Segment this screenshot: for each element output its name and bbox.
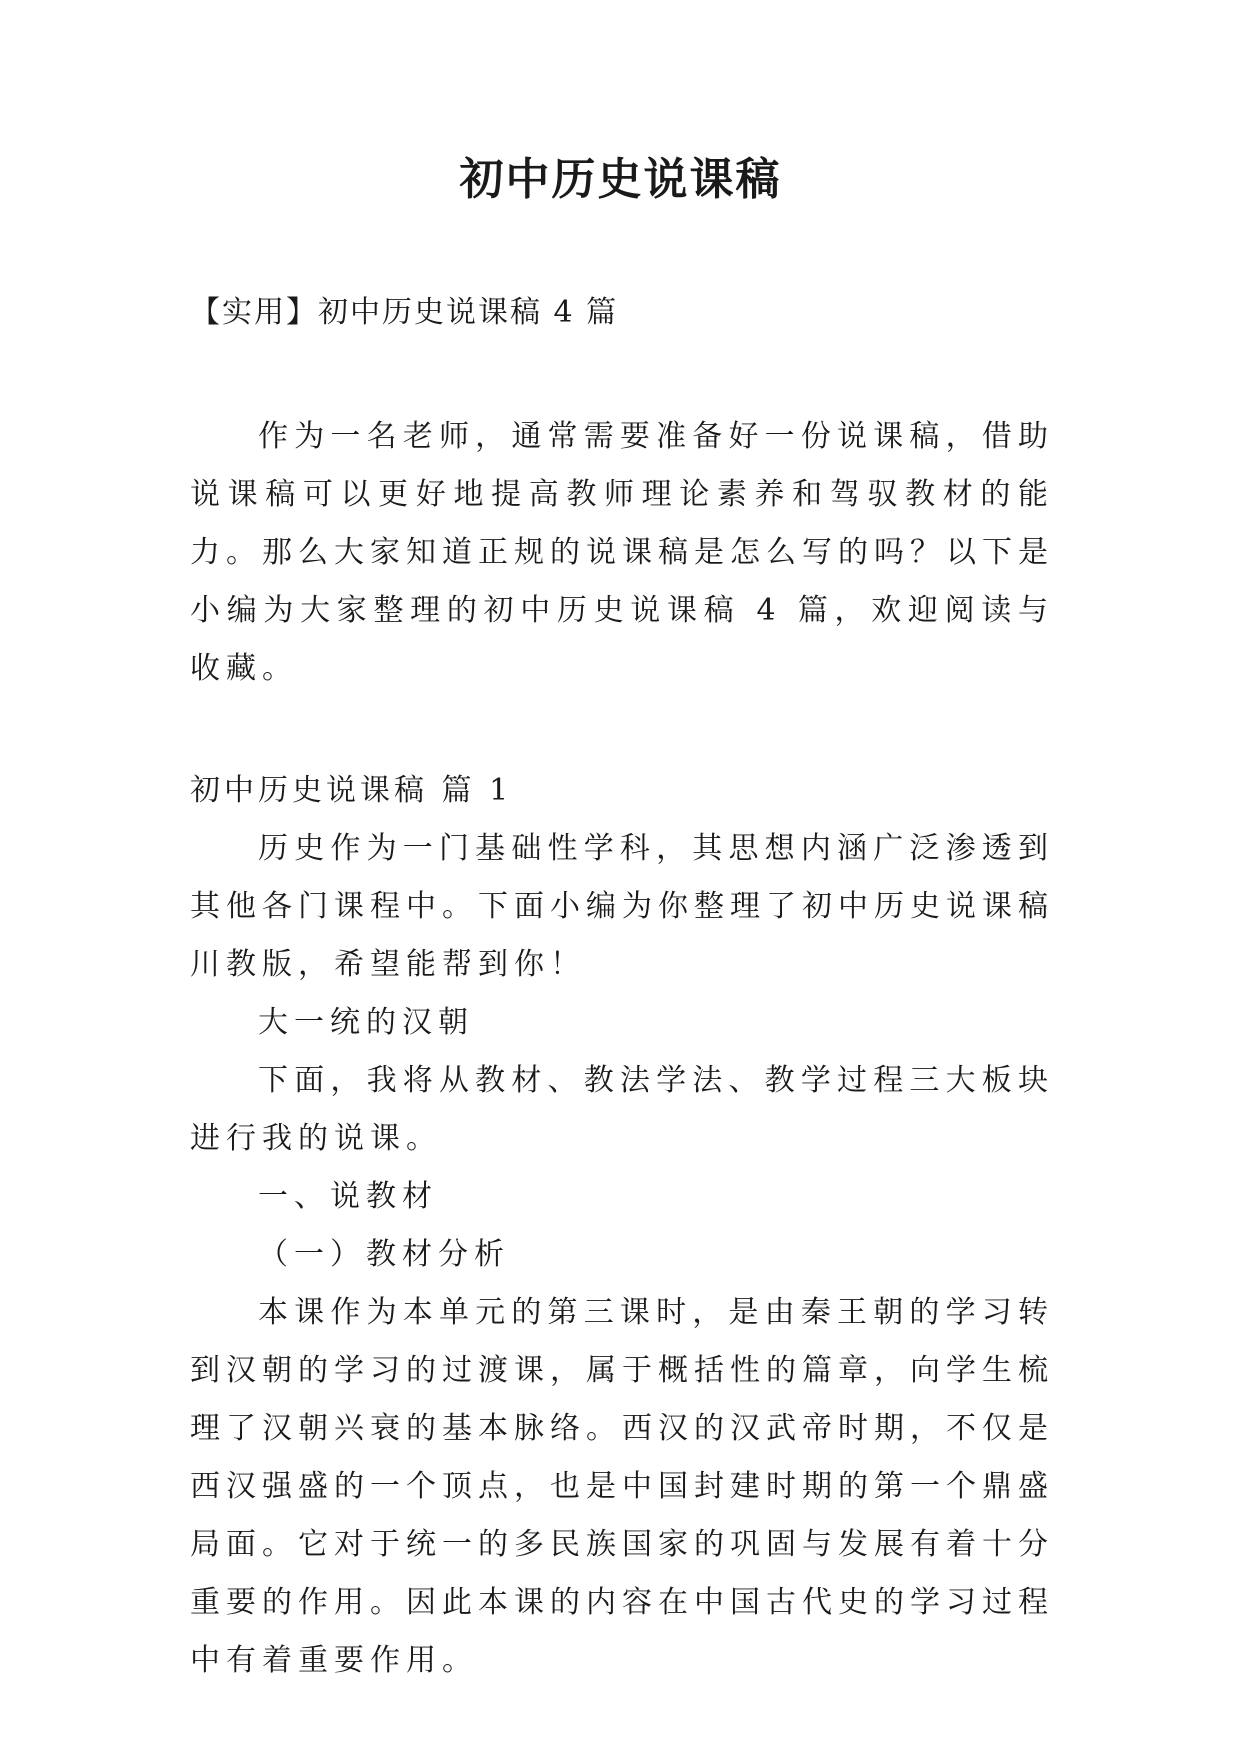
body-paragraph: 下面，我将从教材、教法学法、教学过程三大板块进行我的说课。 bbox=[190, 1063, 1054, 1156]
spacer bbox=[190, 698, 1054, 762]
lesson-title: 大一统的汉朝 bbox=[258, 1005, 474, 1040]
subsection-heading: （一）教材分析 bbox=[258, 1237, 510, 1272]
document-body bbox=[190, 408, 1054, 1690]
document-subtitle: 【实用】初中历史说课稿 4 篇 bbox=[190, 295, 619, 330]
body-paragraph: 本课作为本单元的第三课时，是由秦王朝的学习转到汉朝的学习的过渡课，属于概括性的篇章，向学生梳理了汉朝兴衰的基本脉络。西汉的汉武帝时期，不仅是西汉强盛的一个顶点，也是中国封建时期的第一个鼎盛局面。它对于统一的多民族国家的巩固与发展有着十分重要的作用。因此本课的内容在中国古代史的学习过程中有着重要作用。 bbox=[190, 1295, 1054, 1678]
body-paragraph: 历史作为一门基础性学科，其思想内涵广泛渗透到其他各门课程中。下面小编为你整理了初中历史说课稿川教版，希望能帮到你！ bbox=[190, 831, 1054, 982]
document-title: 初中历史说课稿 bbox=[459, 154, 782, 205]
intro-paragraph: 作为一名老师，通常需要准备好一份说课稿，借助说课稿可以更好地提高教师理论素养和驾驭教材的能力。那么大家知道正规的说课稿是怎么写的吗？以下是小编为大家整理的初中历史说课稿 4 篇，欢迎阅读与收藏。 bbox=[190, 419, 1054, 686]
section-heading: 初中历史说课稿 篇 1 bbox=[190, 773, 513, 808]
subsection-heading: 一、说教材 bbox=[258, 1179, 438, 1214]
